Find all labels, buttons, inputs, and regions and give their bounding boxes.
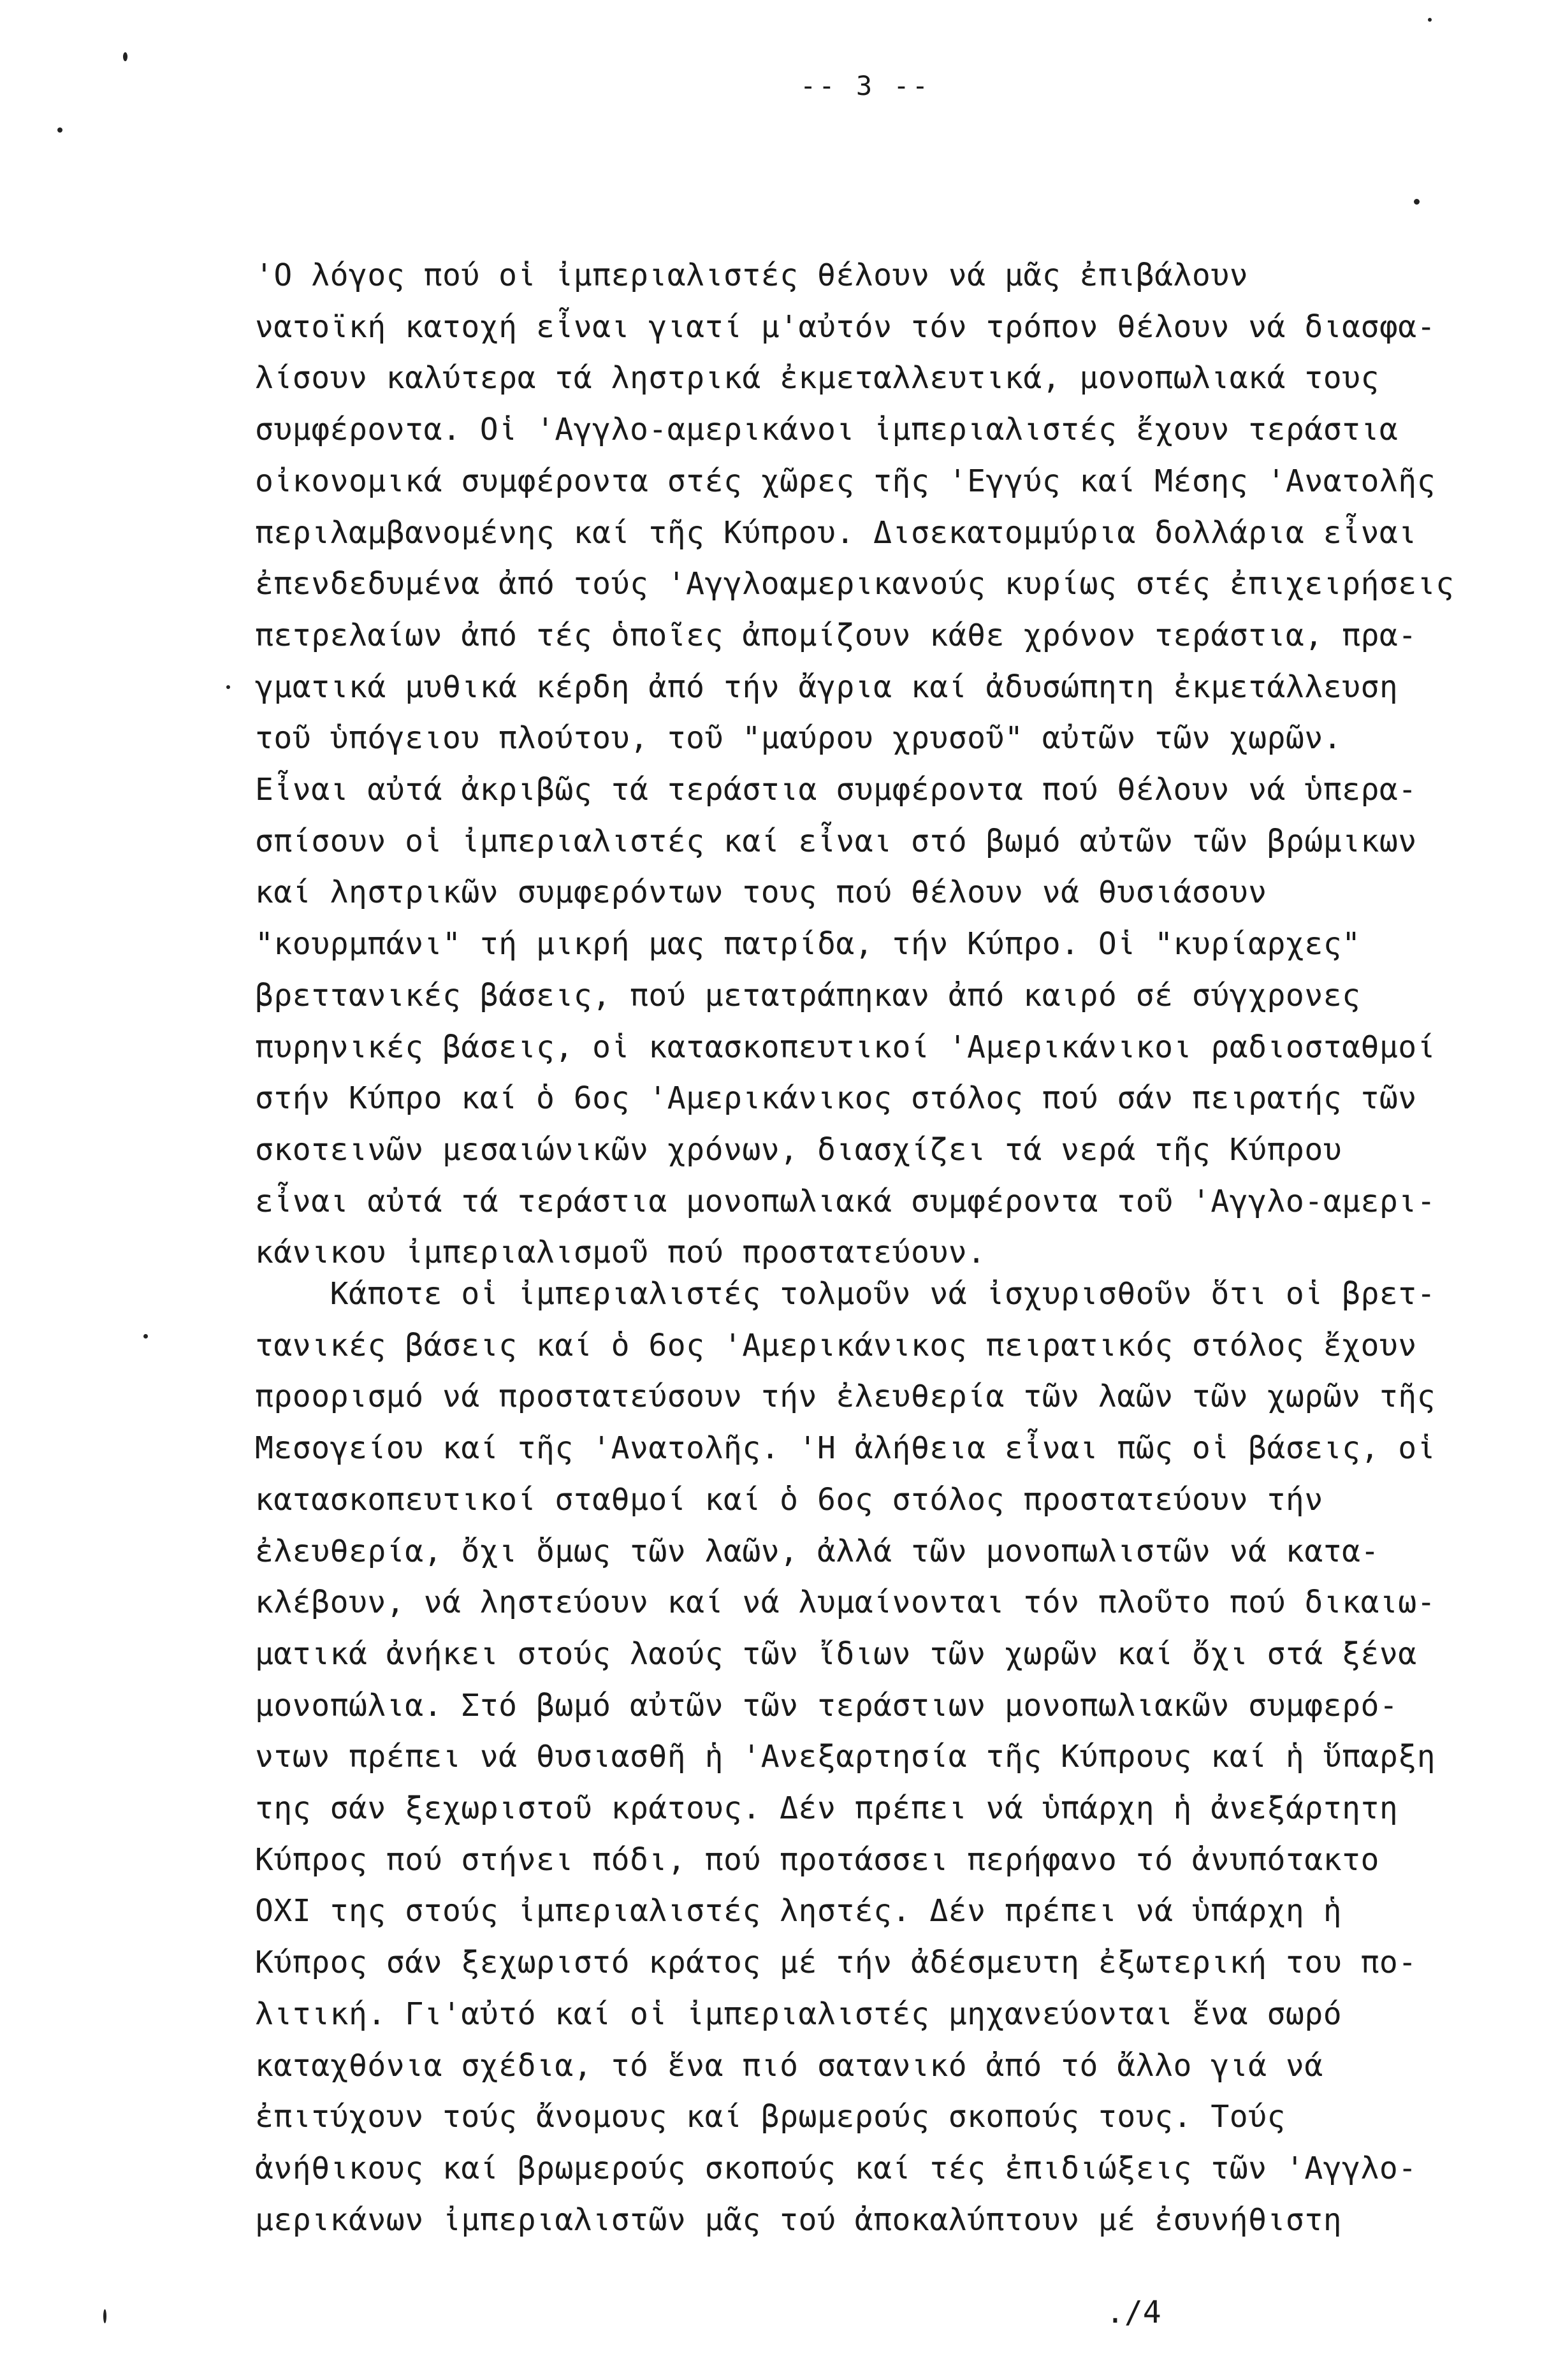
text-line: πετρελαίων ἀπό τές ὁποῖες ἀπομίζουν κάθε χρόνον τεράστια, πρα- (255, 617, 1417, 653)
text-line: τοῦ ὑπόγειου πλούτου, τοῦ "μαύρου χρυσοῦ" αὐτῶν τῶν χωρῶν. (255, 720, 1342, 757)
text-line: συμφέροντα. Οἱ 'Αγγλο-αμερικάνοι ἰμπεριαλιστές ἔχουν τεράστια (255, 412, 1399, 448)
scan-speck (1414, 199, 1420, 205)
text-line: 'Ο λόγος πού οἱ ἰμπεριαλιστές θέλουν νά μᾶς ἐπιβάλουν (255, 258, 1249, 293)
text-line: στήν Κύπρο καί ὁ 6ος 'Αμερικάνικος στόλος πού σάν πειρατής τῶν (255, 1080, 1417, 1117)
text-line: κλέβουν, νά ληστεύουν καί νά λυμαίνονται τόν πλοῦτο πού δικαιω- (255, 1585, 1436, 1621)
text-line: Κάποτε οἱ ἰμπεριαλιστές τολμοῦν νά ἰσχυρισθοῦν ὅτι οἱ βρετ- (255, 1276, 1436, 1312)
text-line: λιτική. Γι'αὐτό καί οἱ ἰμπεριαλιστές μηχανεύονται ἕνα σωρό (255, 1996, 1342, 2032)
scan-speck (57, 127, 62, 133)
text-line: καταχθόνια σχέδια, τό ἕνα πιό σατανικό ἀπό τό ἄλλο γιά νά (255, 2047, 1323, 2084)
text-line: Μεσογείου καί τῆς 'Ανατολῆς. 'Η ἀλήθεια εἶναι πῶς οἱ βάσεις, οἱ (255, 1430, 1436, 1467)
text-line: ἐπιτύχουν τούς ἄνομους καί βρωμερούς σκοπούς τους. Τούς (255, 2099, 1286, 2135)
scan-speck (103, 2309, 106, 2323)
text-line: ἐπενδεδυμένα ἀπό τούς 'Αγγλοαμερικανούς κυρίως στές ἐπιχειρήσεις (255, 566, 1455, 602)
text-line: της σάν ξεχωριστοῦ κράτους. Δέν πρέπει νά ὑπάρχη ἡ ἀνεξάρτητη (255, 1790, 1399, 1827)
text-line: εἶναι αὐτά τά τεράστια μονοπωλιακά συμφέροντα τοῦ 'Αγγλο-αμερι- (255, 1183, 1436, 1219)
scan-speck (143, 1334, 148, 1339)
text-line: σπίσουν οἱ ἰμπεριαλιστές καί εἶναι στό βωμό αὐτῶν τῶν βρώμικων (255, 823, 1417, 859)
paragraph-1 (255, 250, 1504, 1279)
text-line: μονοπώλια. Στό βωμό αὐτῶν τῶν τεράστιων μονοπωλιακῶν συμφερό- (255, 1687, 1399, 1723)
text-line: "κουρμπάνι" τή μικρή μας πατρίδα, τήν Κύπρο. Οἱ "κυρίαρχες" (255, 926, 1361, 962)
page-number: -- 3 -- (800, 70, 931, 101)
text-line: ἀνήθικους καί βρωμερούς σκοπούς καί τές ἐπιδιώξεις τῶν 'Αγγλο- (255, 2150, 1417, 2186)
text-line: πυρηνικές βάσεις, οἱ κατασκοπευτικοί 'Αμερικάνικοι ραδιοσταθμοί (255, 1029, 1436, 1065)
text-line: Κύπρος πού στήνει πόδι, πού προτάσσει περήφανο τό ἀνυπότακτο (255, 1841, 1379, 1878)
text-line: περιλαμβανομένης καί τῆς Κύπρου. Δισεκατομμύρια δολλάρια εἶναι (255, 514, 1417, 551)
text-line: κατασκοπευτικοί σταθμοί καί ὁ 6ος στόλος προστατεύουν τήν (255, 1481, 1323, 1518)
scan-speck (1428, 18, 1432, 22)
text-line: κάνικου ἰμπεριαλισμοῦ πού προστατεύουν. (255, 1235, 986, 1271)
text-line: Κύπρος σάν ξεχωριστό κράτος μέ τήν ἀδέσμευτη ἐξωτερική του πο- (255, 1945, 1417, 1981)
text-line: ἐλευθερία, ὄχι ὅμως τῶν λαῶν, ἀλλά τῶν μονοπωλιστῶν νά κατα- (255, 1533, 1379, 1569)
scan-speck (226, 685, 230, 689)
scan-speck (123, 52, 127, 61)
text-line: σκοτεινῶν μεσαιώνικῶν χρόνων, διασχίζει τά νερά τῆς Κύπρου (255, 1131, 1342, 1168)
continuation-marker: ./4 (1106, 2295, 1161, 2330)
paragraph-2 (255, 1268, 1504, 2246)
text-line: ΟΧΙ της στούς ἰμπεριαλιστές ληστές. Δέν πρέπει νά ὑπάρχη ἡ (255, 1893, 1342, 1929)
text-line: γματικά μυθικά κέρδη ἀπό τήν ἄγρια καί ἀδυσώπητη ἐκμετάλλευση (255, 669, 1399, 705)
text-line: Εἶναι αὐτά ἀκριβῶς τά τεράστια συμφέροντα πού θέλουν νά ὑπερα- (255, 772, 1417, 808)
text-line: ντων πρέπει νά θυσιασθῆ ἡ 'Ανεξαρτησία τῆς Κύπρους καί ἡ ὕπαρξη (255, 1739, 1436, 1775)
text-line: ματικά ἀνήκει στούς λαούς τῶν ἴδιων τῶν χωρῶν καί ὄχι στά ξένα (255, 1636, 1417, 1672)
text-line: λίσουν καλύτερα τά ληστρικά ἐκμεταλλευτικά, μονοπωλιακά τους (255, 360, 1379, 396)
text-line: νατοϊκή κατοχή εἶναι γιατί μ'αὐτόν τόν τρόπον θέλουν νά διασφα- (255, 308, 1436, 345)
text-line: βρεττανικές βάσεις, πού μετατράπηκαν ἀπό καιρό σέ σύγχρονες (255, 977, 1361, 1013)
text-line: μερικάνων ἰμπεριαλιστῶν μᾶς τού ἀποκαλύπτουν μέ ἐσυνήθιστη (255, 2202, 1342, 2238)
text-line: τανικές βάσεις καί ὁ 6ος 'Αμερικάνικος πειρατικός στόλος ἔχουν (255, 1327, 1417, 1363)
text-line: προορισμό νά προστατεύσουν τήν ἐλευθερία τῶν λαῶν τῶν χωρῶν τῆς (255, 1379, 1436, 1415)
text-line: οἰκονομικά συμφέροντα στές χῶρες τῆς 'Εγγύς καί Μέσης 'Ανατολῆς (255, 463, 1436, 499)
text-line: καί ληστρικῶν συμφερόντων τους πού θέλουν νά θυσιάσουν (255, 874, 1267, 911)
